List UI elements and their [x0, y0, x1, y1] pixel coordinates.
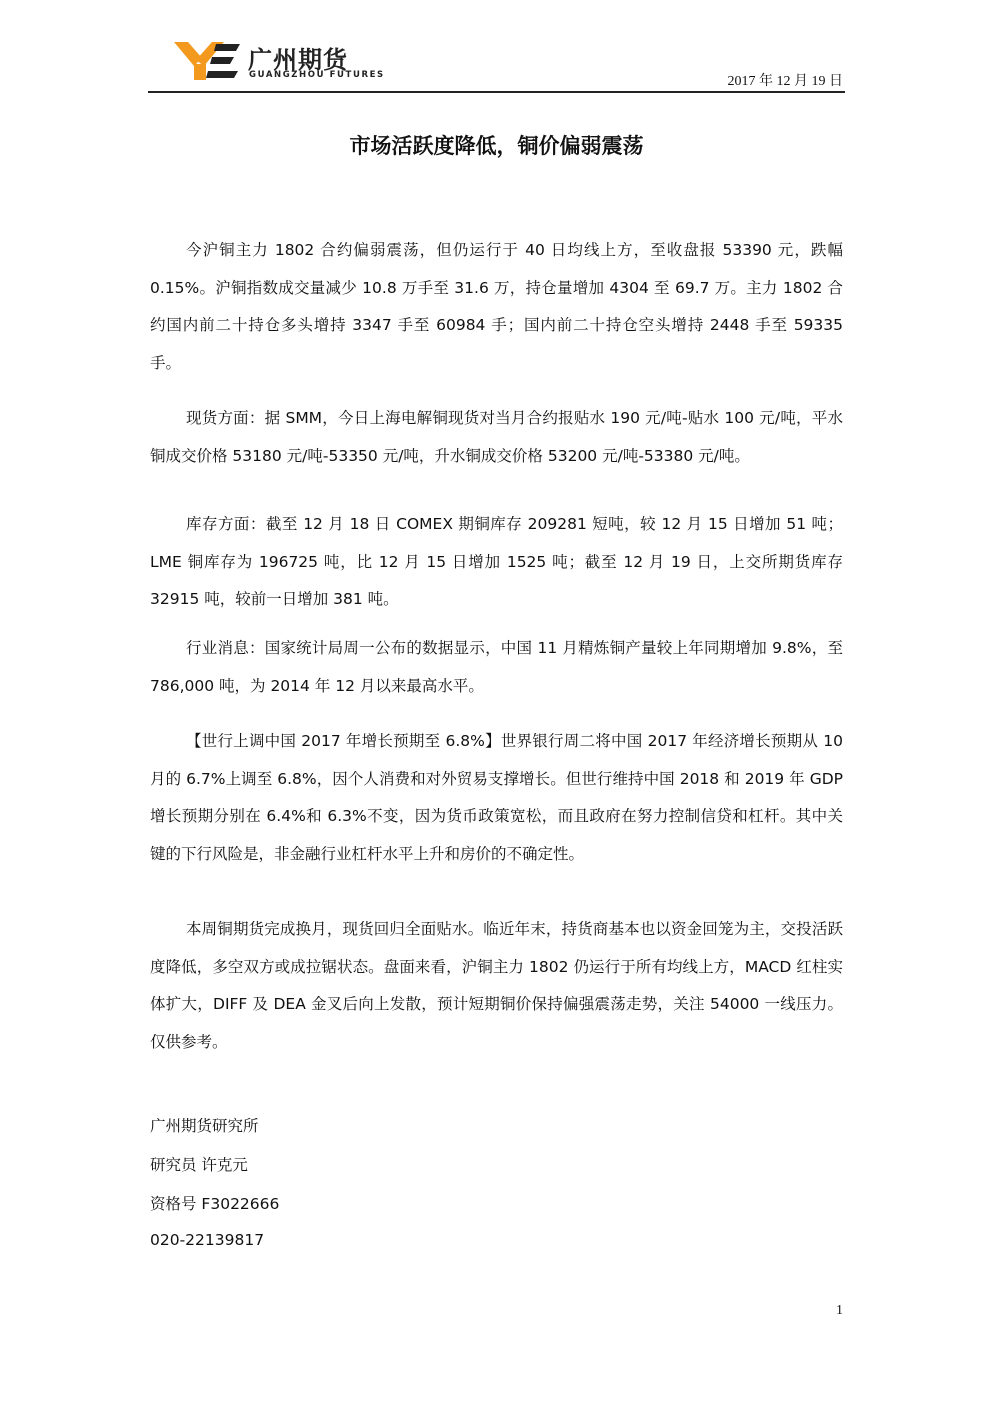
logo-english-name: GUANGZHOU FUTURES: [249, 70, 385, 80]
logo-chinese-name: 广州期货: [248, 46, 348, 74]
company-logo: [172, 38, 402, 88]
paragraph-world-bank: 【世行上调中国 2017 年增长预期至 6.8%】世界银行周二将中国 2017 年经济增长预期从 10 月的 6.7%上调至 6.8%，因个人消费和对外贸易支撑增长。但世行维持中国 2018 和 2019 年 GDP 增长预期分别在 6.4%和 6.3%不变，因为货币政策宽松，而且政府在努力控制信贷和杠杆。其中关键的下行风险是，非金融行业杠杆水平上升和房价的不确定性。: [150, 732, 843, 863]
paragraph-spot: 现货方面：据 SMM，今日上海电解铜现货对当月合约报贴水 190 元/吨-贴水 100 元/吨，平水铜成交价格 53180 元/吨-53350 元/吨，升水铜成交价格 53200 元/吨-53380 元/吨。: [150, 409, 843, 465]
guangzhou-futures-logo-icon: [172, 38, 242, 82]
paragraph-inventory: 库存方面：截至 12 月 18 日 COMEX 期铜库存 209281 短吨，较 12 月 15 日增加 51 吨；LME 铜库存为 196725 吨，比 12 月 15 日增加 1525 吨；截至 12 月 19 日，上交所期货库存 32915 吨，较前一日增加 381 吨。: [150, 515, 843, 608]
paragraph-market-summary: 今沪铜主力 1802 合约偏弱震荡，但仍运行于 40 日均线上方，至收盘报 53390 元，跌幅 0.15%。沪铜指数成交量减少 10.8 万手至 31.6 万，持仓量增加 4304 至 69.7 万。主力 1802 合约国内前二十持仓多头增持 3347 手至 60984 手；国内前二十持仓空头增持 2448 手至 59335 手。: [150, 241, 843, 372]
report-title: 市场活跃度降低，铜价偏弱震荡: [349, 134, 644, 158]
page-number: 1: [836, 1303, 843, 1318]
signature-phone: 020-22139817: [150, 1231, 265, 1249]
paragraph-outlook: 本周铜期货完成换月，现货回归全面贴水。临近年末，持货商基本也以资金回笼为主，交投活跃度降低，多空双方或成拉锯状态。盘面来看，沪铜主力 1802 仍运行于所有均线上方，MACD 红柱实体扩大，DIFF 及 DEA 金叉后向上发散，预计短期铜价保持偏强震荡走势，关注 54000 一线压力。仅供参考。: [150, 920, 843, 1051]
signature-researcher: 研究员 许克元: [150, 1156, 248, 1174]
header-divider: [148, 91, 845, 93]
page-header: [148, 30, 845, 94]
signature-institute: 广州期货研究所: [150, 1117, 259, 1135]
paragraph-industry-news: 行业消息：国家统计局周一公布的数据显示，中国 11 月精炼铜产量较上年同期增加 9.8%，至 786,000 吨，为 2014 年 12 月以来最高水平。: [150, 639, 843, 695]
signature-license: 资格号 F3022666: [150, 1195, 280, 1213]
report-date: 2017 年 12 月 19 日: [727, 74, 843, 89]
